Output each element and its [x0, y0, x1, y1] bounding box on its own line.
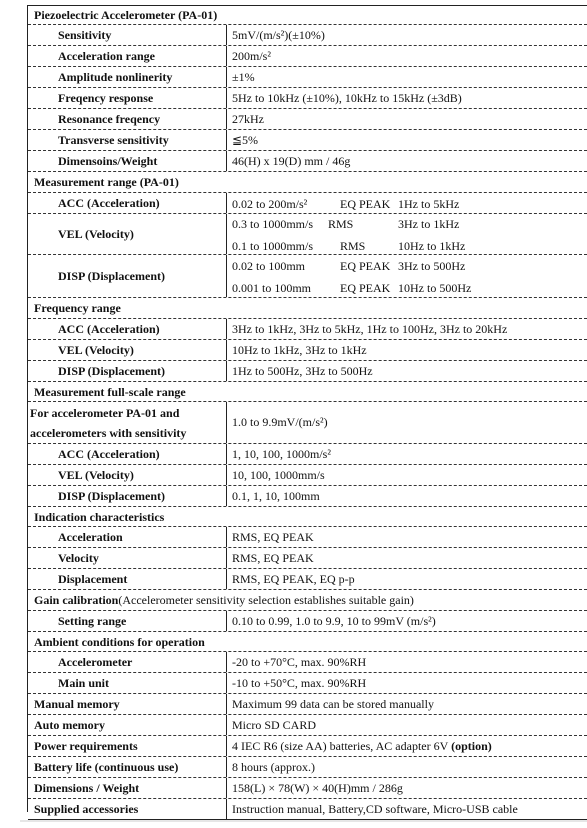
spec-label-line: For accelerometer PA-01 and — [30, 406, 180, 420]
spec-value: -10 to +50°C, max. 90%RH — [232, 675, 367, 690]
section-title: Frequency range — [34, 301, 121, 315]
spec-row-acc-frequency — [28, 319, 587, 340]
spec-label: ACC (Acceleration) — [28, 319, 227, 339]
range-value: 0.02 to 100mm — [232, 259, 306, 273]
section-title: Gain calibration — [34, 593, 119, 607]
spec-row-dimensions — [28, 778, 587, 799]
spec-label: Amplitude nonlinerity — [28, 67, 227, 87]
spec-label: DISP (Displacement) — [28, 486, 227, 506]
spec-row-resonance-frequency — [28, 109, 587, 130]
page-divider — [20, 820, 587, 822]
range-line — [232, 214, 587, 234]
range-frequency: 3Hz to 1kHz — [398, 217, 460, 231]
range-line — [232, 255, 587, 276]
spec-label: Battery life (continuous use) — [28, 757, 227, 777]
spec-row-indication-displacement — [28, 569, 587, 590]
section-header-measurement-range — [28, 172, 587, 193]
spec-value: Maximum 99 data can be stored manually — [232, 696, 434, 711]
spec-row-dimensions-weight — [28, 151, 587, 172]
spec-label: Power requirements — [28, 736, 227, 756]
section-header-accelerometer — [28, 6, 587, 25]
range-mode: RMS — [328, 217, 354, 231]
spec-row-setting-range — [28, 611, 587, 632]
spec-label: Velocity — [28, 548, 227, 568]
spec-value: 200m/s² — [232, 48, 271, 63]
spec-value: 1, 10, 100, 1000m/s² — [232, 446, 331, 461]
section-header-frequency-range — [28, 298, 587, 319]
section-title: Measurement range (PA-01) — [34, 175, 179, 189]
spec-row-auto-memory — [28, 715, 587, 736]
spec-row-disp-frequency — [28, 361, 587, 382]
spec-row-power-requirements — [28, 736, 587, 757]
spec-label: ACC (Acceleration) — [28, 193, 227, 213]
spec-value: 0.10 to 0.99, 1.0 to 9.9, 10 to 99mV (m/s²) — [232, 613, 436, 628]
spec-label-line: accelerometers with sensitivity — [30, 426, 187, 440]
spec-label: Displacement — [28, 569, 227, 589]
spec-value: ±1% — [232, 69, 255, 84]
section-header-gain — [28, 590, 587, 611]
spec-value: Instruction manual, Battery,CD software, Micro-USB cable — [232, 801, 518, 816]
spec-row-supplied-accessories — [28, 799, 587, 820]
spec-label: Supplied accessories — [28, 799, 227, 819]
range-value: 0.3 to 1000mm/s — [232, 217, 314, 231]
spec-label: VEL (Velocity) — [28, 214, 227, 254]
spec-value: 5Hz to 10kHz (±10%), 10kHz to 15kHz (±3dB) — [232, 90, 462, 105]
range-mode: EQ PEAK — [340, 259, 391, 273]
range-frequency: 10Hz to 500Hz — [398, 281, 472, 295]
spec-label: DISP (Displacement) — [28, 255, 227, 297]
range-line — [232, 234, 587, 254]
section-header-ambient — [28, 632, 587, 652]
section-header-fullscale — [28, 382, 587, 402]
spec-label — [28, 402, 227, 443]
spec-row-vel-range — [28, 214, 587, 255]
range-mode: EQ PEAK — [340, 197, 391, 211]
spec-row-indication-velocity — [28, 548, 587, 569]
range-mode: EQ PEAK — [340, 281, 391, 295]
spec-value: 1Hz to 500Hz, 3Hz to 500Hz — [232, 363, 373, 378]
range-mode: RMS — [340, 239, 366, 253]
range-frequency: 1Hz to 5kHz — [398, 197, 460, 211]
section-title: Piezoelectric Accelerometer (PA-01) — [34, 8, 218, 22]
spec-label: Setting range — [28, 611, 227, 631]
spec-value: ≦5% — [232, 132, 259, 147]
range-frequency: 3Hz to 500Hz — [398, 259, 466, 273]
spec-value: 46(H) x 19(D) mm / 46g — [232, 153, 351, 168]
spec-label: VEL (Velocity) — [28, 465, 227, 485]
spec-row-disp-fullscale — [28, 486, 587, 507]
spec-label: Main unit — [28, 673, 227, 693]
spec-value: 10, 100, 1000mm/s — [232, 467, 325, 482]
range-frequency: 10Hz to 1kHz — [398, 239, 466, 253]
spec-row-for-accelerometer — [28, 402, 587, 444]
section-title: Measurement full-scale range — [34, 384, 186, 399]
spec-value: Micro SD CARD — [232, 717, 317, 732]
spec-label: Dimensions / Weight — [28, 778, 227, 798]
spec-row-vel-frequency — [28, 340, 587, 361]
spec-row-sensitivity — [28, 25, 587, 46]
spec-label: Sensitivity — [28, 25, 227, 45]
spec-label: Resonance freqency — [28, 109, 227, 129]
spec-row-acceleration-range — [28, 46, 587, 67]
range-value: 0.001 to 100mm — [232, 281, 312, 295]
section-title: Indication characteristics — [34, 509, 165, 524]
spec-label: Auto memory — [28, 715, 227, 735]
spec-row-ambient-main-unit — [28, 673, 587, 694]
spec-value: -20 to +70°C, max. 90%RH — [232, 654, 367, 669]
spec-row-transverse-sensitivity — [28, 130, 587, 151]
section-note: (Accelerometer sensitivity selection establishes suitable gain) — [118, 593, 414, 607]
spec-label: Acceleration range — [28, 46, 227, 66]
spec-value: 27kHz — [232, 111, 264, 126]
range-value: 0.02 to 200m/s² — [232, 197, 308, 211]
range-line — [232, 276, 587, 297]
spec-value: RMS, EQ PEAK — [232, 529, 314, 544]
spec-label: Freqency response — [28, 88, 227, 108]
section-title: Ambient conditions for operation — [34, 634, 205, 649]
spec-label: ACC (Acceleration) — [28, 444, 227, 464]
spec-value: 5mV/(m/s²)(±10%) — [232, 27, 325, 42]
spec-value: RMS, EQ PEAK, EQ p-p — [232, 571, 355, 586]
spec-row-ambient-accelerometer — [28, 652, 587, 673]
spec-value: RMS, EQ PEAK — [232, 550, 314, 565]
spec-row-frequency-response — [28, 88, 587, 109]
spec-row-acc-range — [28, 193, 587, 214]
spec-label: Acceleration — [28, 527, 227, 547]
power-text: 4 IEC R6 (size AA) batteries, AC adapter 6V — [232, 738, 452, 753]
spec-value — [232, 736, 587, 756]
spec-row-battery-life — [28, 757, 587, 778]
spec-row-vel-fullscale — [28, 465, 587, 486]
section-header-indication — [28, 507, 587, 527]
spec-value: 10Hz to 1kHz, 3Hz to 1kHz — [232, 342, 367, 357]
spec-label: VEL (Velocity) — [28, 340, 227, 360]
spec-label: Transverse sensitivity — [28, 130, 227, 150]
spec-row-disp-range — [28, 255, 587, 298]
power-option: (option) — [451, 738, 492, 753]
spec-row-amplitude-nonlinearity — [28, 67, 587, 88]
spec-label: Dimensoins/Weight — [28, 151, 227, 171]
spec-value: 158(L) × 78(W) × 40(H)mm / 286g — [232, 780, 403, 795]
range-line — [232, 193, 587, 214]
spec-value: 1.0 to 9.9mV/(m/s²) — [232, 415, 328, 429]
spec-table — [27, 5, 587, 816]
spec-label: Manual memory — [28, 694, 227, 714]
range-value: 0.1 to 1000mm/s — [232, 239, 314, 253]
spec-row-acc-fullscale — [28, 444, 587, 465]
spec-value: 0.1, 1, 10, 100mm — [232, 488, 320, 503]
spec-row-manual-memory — [28, 694, 587, 715]
spec-row-indication-acceleration — [28, 527, 587, 548]
spec-value: 3Hz to 1kHz, 3Hz to 5kHz, 1Hz to 100Hz, 3Hz to 20kHz — [232, 321, 508, 336]
spec-value: 8 hours (approx.) — [232, 759, 315, 774]
spec-label: DISP (Displacement) — [28, 361, 227, 381]
spec-label: Accelerometer — [28, 652, 227, 672]
